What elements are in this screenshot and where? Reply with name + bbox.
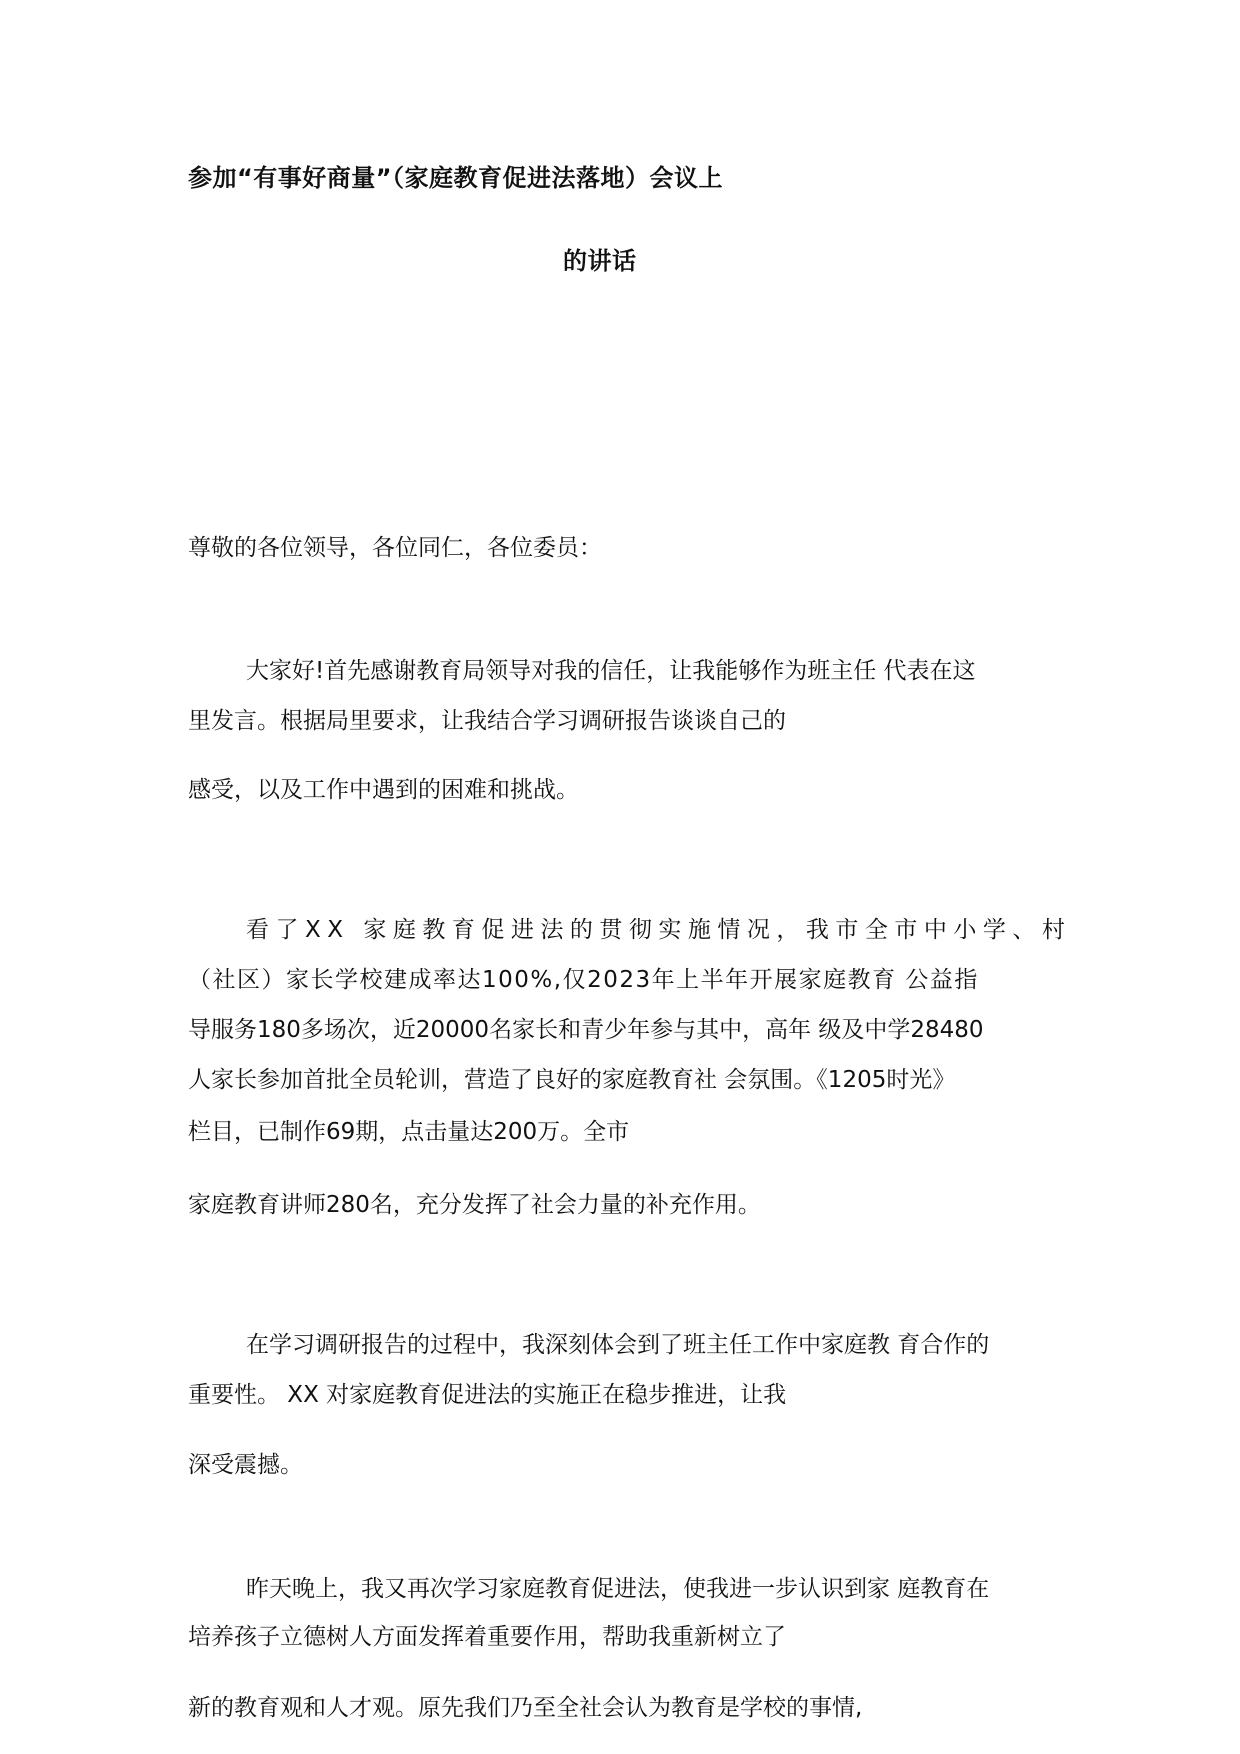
paragraph-3-line-1: 在学习调研报告的过程中，我深刻体会到了班主任工作中家庭教 育合作的 — [246, 1332, 990, 1358]
document-title-line-1: 参加“有事好商量”（家庭教育促进法落地）会议上 — [188, 164, 724, 192]
paragraph-2-line-4: 人家长参加首批全员轮训，营造了良好的家庭教育社 会氛围。《1205时光》 — [188, 1067, 956, 1093]
paragraph-1-line-2: 里发言。根据局里要求，让我结合学习调研报告谈谈自己的 — [188, 708, 786, 734]
paragraph-2-line-5: 栏目，已制作69期，点击量达200万。全市 — [188, 1119, 630, 1145]
paragraph-4-line-3: 新的教育观和人才观。原先我们乃至全社会认为教育是学校的事情, — [188, 1695, 863, 1721]
paragraph-2-line-2: （社区）家长学校建成率达100%,仅2023年上半年开展家庭教育 公益指 — [188, 967, 979, 993]
paragraph-1-line-1: 大家好!首先感谢教育局领导对我的信任，让我能够作为班主任 代表在这 — [246, 658, 976, 684]
paragraph-4-line-2: 培养孩子立德树人方面发挥着重要作用，帮助我重新树立了 — [188, 1624, 786, 1650]
paragraph-2-line-1: 看了XX 家庭教育促进法的贯彻实施情况，我市全市中小学、村 — [246, 917, 1072, 943]
document-title-line-2: 的讲话 — [563, 247, 637, 275]
paragraph-1-line-3: 感受，以及工作中遇到的困难和挑战。 — [188, 777, 579, 803]
salutation: 尊敬的各位领导，各位同仁，各位委员： — [188, 535, 602, 561]
paragraph-2-line-6: 家庭教育讲师280名，充分发挥了社会力量的补充作用。 — [188, 1192, 761, 1218]
paragraph-3-line-3: 深受震撼。 — [188, 1452, 303, 1478]
paragraph-2-line-3: 导服务180多场次，近20000名家长和青少年参与其中，高年 级及中学28480 — [188, 1017, 984, 1043]
paragraph-3-line-2: 重要性。 XX 对家庭教育促进法的实施正在稳步推进，让我 — [188, 1382, 787, 1408]
paragraph-4-line-1: 昨天晚上，我又再次学习家庭教育促进法，使我进一步认识到家 庭教育在 — [246, 1576, 990, 1602]
